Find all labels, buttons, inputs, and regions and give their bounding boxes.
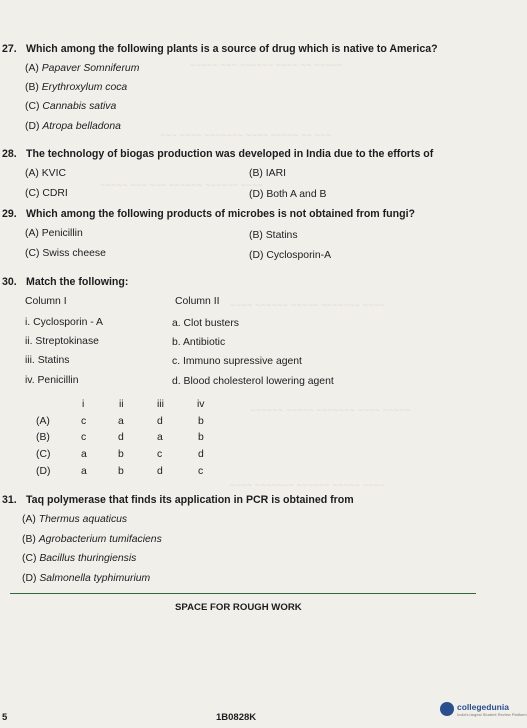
- grid-row-label: (A): [36, 416, 50, 427]
- option-b: (B) IARI: [249, 168, 286, 179]
- grid-cell: c: [81, 432, 87, 443]
- logo-mark-icon: [440, 702, 454, 716]
- question-number: 30.: [2, 276, 17, 288]
- grid-cell: a: [157, 432, 163, 443]
- grid-cell: a: [118, 416, 124, 427]
- option-c: (C) CDRI: [25, 188, 68, 199]
- grid-row-label: (D): [36, 466, 51, 477]
- question-text: Taq polymerase that finds its application in PCR is obtained from: [26, 494, 354, 506]
- grid-cell: d: [198, 449, 204, 460]
- grid-cell: a: [81, 449, 87, 460]
- page-number: 5: [2, 712, 8, 723]
- option-b: (B) Erythroxylum coca: [25, 82, 128, 93]
- option-c: (C) Cannabis sativa: [25, 101, 117, 112]
- question-number: 29.: [2, 208, 17, 220]
- grid-cell: b: [118, 449, 124, 460]
- option-d: (D) Salmonella typhimurium: [22, 573, 151, 584]
- option-a: (A) Papaver Somniferum: [25, 63, 140, 74]
- grid-head: ii: [119, 399, 124, 410]
- bleed-through-text: ~~~ ~~~~ ~~~~~~~ ~~~~ ~~~~~ ~~ ~~~: [160, 130, 332, 141]
- option-a: (A) Penicillin: [25, 228, 83, 239]
- option-d: (D) Atropa belladona: [25, 121, 121, 132]
- column-2-item: c. Immuno supressive agent: [172, 356, 302, 367]
- question-text: Which among the following plants is a source of drug which is native to America?: [26, 43, 438, 55]
- grid-cell: b: [118, 466, 124, 477]
- grid-cell: b: [198, 416, 204, 427]
- option-c: (C) Bacillus thuringiensis: [22, 553, 137, 564]
- option-b: (B) Agrobacterium tumifaciens: [22, 534, 162, 545]
- booklet-code: 1B0828K: [216, 712, 257, 723]
- grid-cell: c: [157, 449, 163, 460]
- column-2-item: d. Blood cholesterol lowering agent: [172, 376, 334, 387]
- column-1-item: iii. Statins: [25, 355, 70, 366]
- grid-head: iv: [197, 399, 205, 410]
- grid-row-label: (B): [36, 432, 50, 443]
- option-a: (A) KVIC: [25, 168, 67, 179]
- option-a: (A) Thermus aquaticus: [22, 514, 128, 525]
- logo-name: collegedunia: [457, 702, 509, 712]
- grid-head: iii: [157, 399, 164, 410]
- grid-cell: d: [118, 432, 124, 443]
- question-number: 28.: [2, 148, 17, 160]
- question-number: 31.: [2, 494, 17, 506]
- question-text: The technology of biogas production was developed in India due to the efforts of: [26, 148, 434, 160]
- column-1-heading: Column I: [25, 296, 67, 307]
- grid-row-label: (C): [36, 449, 51, 460]
- option-d: (D) Both A and B: [249, 189, 327, 200]
- column-2-heading: Column II: [175, 296, 220, 307]
- grid-cell: a: [81, 466, 87, 477]
- column-1-item: iv. Penicillin: [25, 375, 79, 386]
- option-c: (C) Swiss cheese: [25, 248, 106, 259]
- bleed-through-text: ~~~~~ ~~~ ~~~ ~~~~~~ ~~~~~~ ~~~~: [100, 180, 263, 191]
- column-1-item: i. Cyclosporin - A: [25, 317, 103, 328]
- grid-cell: b: [198, 432, 204, 443]
- question-number: 27.: [2, 43, 17, 55]
- grid-cell: c: [198, 466, 204, 477]
- column-2-item: a. Clot busters: [172, 318, 239, 329]
- column-1-item: ii. Streptokinase: [25, 336, 99, 347]
- grid-cell: d: [157, 416, 163, 427]
- question-text: Match the following:: [26, 276, 129, 288]
- rough-work-divider: [10, 593, 476, 594]
- grid-head: i: [82, 399, 85, 410]
- rough-work-label: SPACE FOR ROUGH WORK: [175, 602, 302, 613]
- column-2-item: b. Antibiotic: [172, 337, 226, 348]
- bleed-through-text: ~~~~ ~~~~~~~ ~~~~~~ ~~~~~ ~~~~: [230, 480, 385, 491]
- bleed-through-text: ~~~~~~ ~~~~~ ~~~~~~~ ~~~~ ~~~~~: [250, 405, 411, 416]
- grid-cell: d: [157, 466, 163, 477]
- bleed-through-text: ~~~~~ ~~~ ~~~~~~ ~~~~ ~~ ~~~~~: [190, 60, 342, 71]
- question-text: Which among the following products of microbes is not obtained from fungi?: [26, 208, 416, 220]
- bleed-through-text: ~~~~ ~~~~~~ ~~~~~ ~~~~~~~ ~~~~: [230, 300, 385, 311]
- collegedunia-logo: [440, 700, 527, 720]
- grid-cell: c: [81, 416, 87, 427]
- option-d: (D) Cyclosporin-A: [249, 250, 332, 261]
- logo-tagline: India's largest Student Review Platform: [457, 712, 527, 717]
- option-b: (B) Statins: [249, 230, 298, 241]
